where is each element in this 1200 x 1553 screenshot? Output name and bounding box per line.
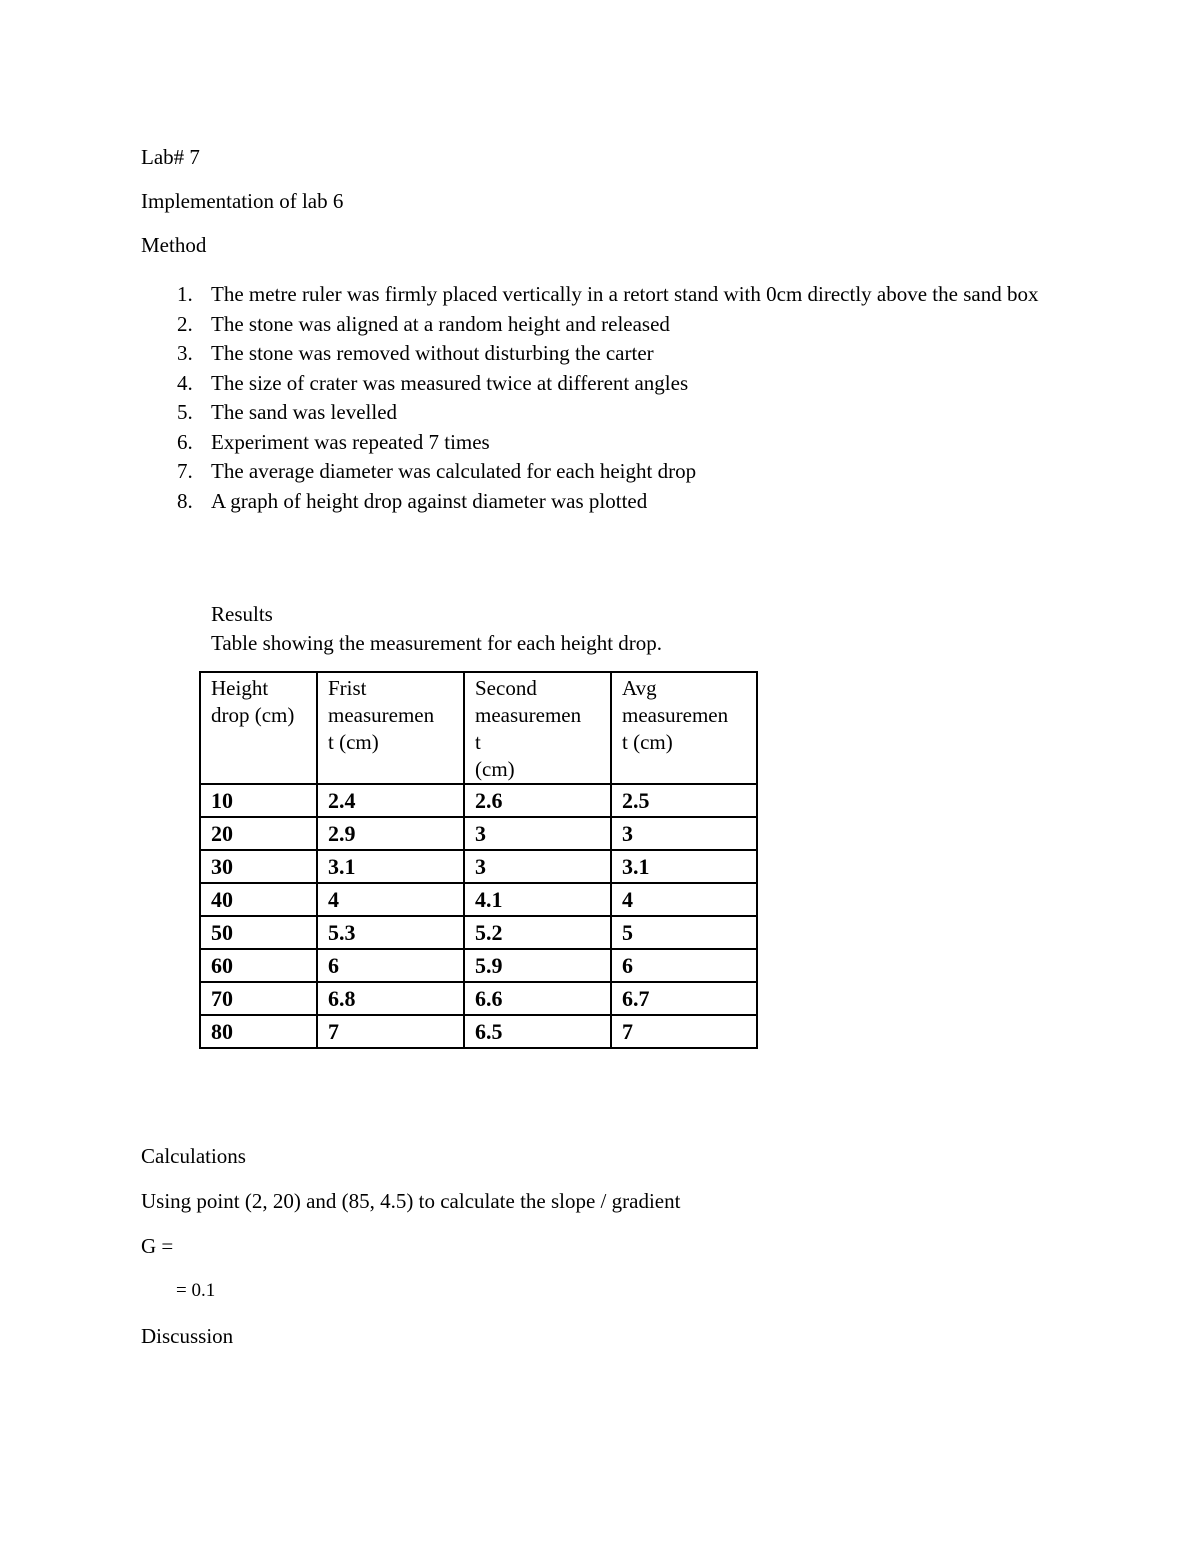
- table-cell: 4.1: [464, 883, 611, 916]
- step-text: The sand was levelled: [211, 400, 398, 424]
- step-number: 3.: [177, 341, 193, 365]
- header-second-measurement: Second measuremen t (cm): [464, 672, 611, 784]
- table-cell: 4: [317, 883, 464, 916]
- table-row: [200, 817, 757, 850]
- results-section: [211, 600, 662, 658]
- step-number: 4.: [177, 370, 193, 395]
- step-number: 6.: [177, 429, 193, 454]
- header-height-drop: Height drop (cm): [200, 672, 317, 784]
- table-cell: 70: [200, 982, 317, 1015]
- table-cell: 3.1: [317, 850, 464, 883]
- table-cell: 7: [611, 1015, 757, 1048]
- method-step: [141, 457, 1071, 487]
- table-cell: 60: [200, 949, 317, 982]
- method-step: [141, 487, 1071, 517]
- table-cell: 40: [200, 883, 317, 916]
- document-subtitle: Implementation of lab 6: [141, 189, 344, 213]
- table-cell: 2.9: [317, 817, 464, 850]
- table-row: [200, 883, 757, 916]
- step-text: A graph of height drop against diameter was plotted: [211, 488, 648, 513]
- results-heading: Results: [211, 602, 273, 626]
- table-cell: 3: [611, 817, 757, 850]
- method-step: [141, 428, 1071, 458]
- calculations-heading: Calculations: [141, 1144, 246, 1168]
- method-step: [141, 398, 1071, 428]
- table-cell: 5.9: [464, 949, 611, 982]
- table-row: [200, 1015, 757, 1048]
- table-caption: Table showing the measurement for each height drop.: [211, 631, 663, 655]
- method-steps-list: [141, 280, 1071, 516]
- table-cell: 80: [200, 1015, 317, 1048]
- table-cell: 2.5: [611, 784, 757, 817]
- calculations-text: Using point (2, 20) and (85, 4.5) to calculate the slope / gradient: [141, 1189, 681, 1213]
- discussion-heading: Discussion: [141, 1324, 234, 1348]
- header-avg-measurement: Avg measuremen t (cm): [611, 672, 757, 784]
- step-text: The metre ruler was firmly placed vertically in a retort stand with 0cm directly above the sand box: [211, 282, 1039, 306]
- table-cell: 6: [611, 949, 757, 982]
- table-cell: 5.3: [317, 916, 464, 949]
- step-text: The average diameter was calculated for each height drop: [211, 459, 697, 483]
- method-heading: Method: [141, 233, 207, 257]
- table-row: [200, 982, 757, 1015]
- table-cell: 6.6: [464, 982, 611, 1015]
- table-cell: 20: [200, 817, 317, 850]
- step-text: Experiment was repeated 7 times: [211, 429, 490, 454]
- method-step: [141, 310, 1071, 340]
- table-cell: 6.5: [464, 1015, 611, 1048]
- table-cell: 5: [611, 916, 757, 949]
- table-cell: 7: [317, 1015, 464, 1048]
- step-text: The stone was aligned at a random height and released: [211, 311, 670, 336]
- table-cell: 3.1: [611, 850, 757, 883]
- table-cell: 2.6: [464, 784, 611, 817]
- table-cell: 6: [317, 949, 464, 982]
- step-number: 1.: [177, 282, 193, 306]
- measurement-table: [199, 671, 758, 1049]
- table-cell: 3: [464, 817, 611, 850]
- table-row: [200, 916, 757, 949]
- method-step: [141, 280, 1071, 310]
- step-number: 8.: [177, 488, 193, 513]
- step-number: 7.: [177, 459, 193, 483]
- step-number: 5.: [177, 400, 193, 424]
- header-first-measurement: Frist measuremen t (cm): [317, 672, 464, 784]
- step-text: The stone was removed without disturbing the carter: [211, 341, 654, 365]
- table-cell: 2.4: [317, 784, 464, 817]
- method-step: [141, 369, 1071, 399]
- gradient-result: = 0.1: [176, 1280, 216, 1301]
- table-cell: 6.8: [317, 982, 464, 1015]
- method-step: [141, 339, 1071, 369]
- table-header-row: [200, 672, 757, 784]
- table-cell: 3: [464, 850, 611, 883]
- step-text: The size of crater was measured twice at different angles: [211, 370, 689, 395]
- table-row: [200, 850, 757, 883]
- step-number: 2.: [177, 311, 193, 336]
- table-row: [200, 784, 757, 817]
- table-cell: 50: [200, 916, 317, 949]
- document-title: Lab# 7: [141, 145, 200, 169]
- table-cell: 30: [200, 850, 317, 883]
- table-row: [200, 949, 757, 982]
- table-cell: 5.2: [464, 916, 611, 949]
- table-cell: 4: [611, 883, 757, 916]
- gradient-label: G =: [141, 1234, 174, 1258]
- table-cell: 10: [200, 784, 317, 817]
- table-cell: 6.7: [611, 982, 757, 1015]
